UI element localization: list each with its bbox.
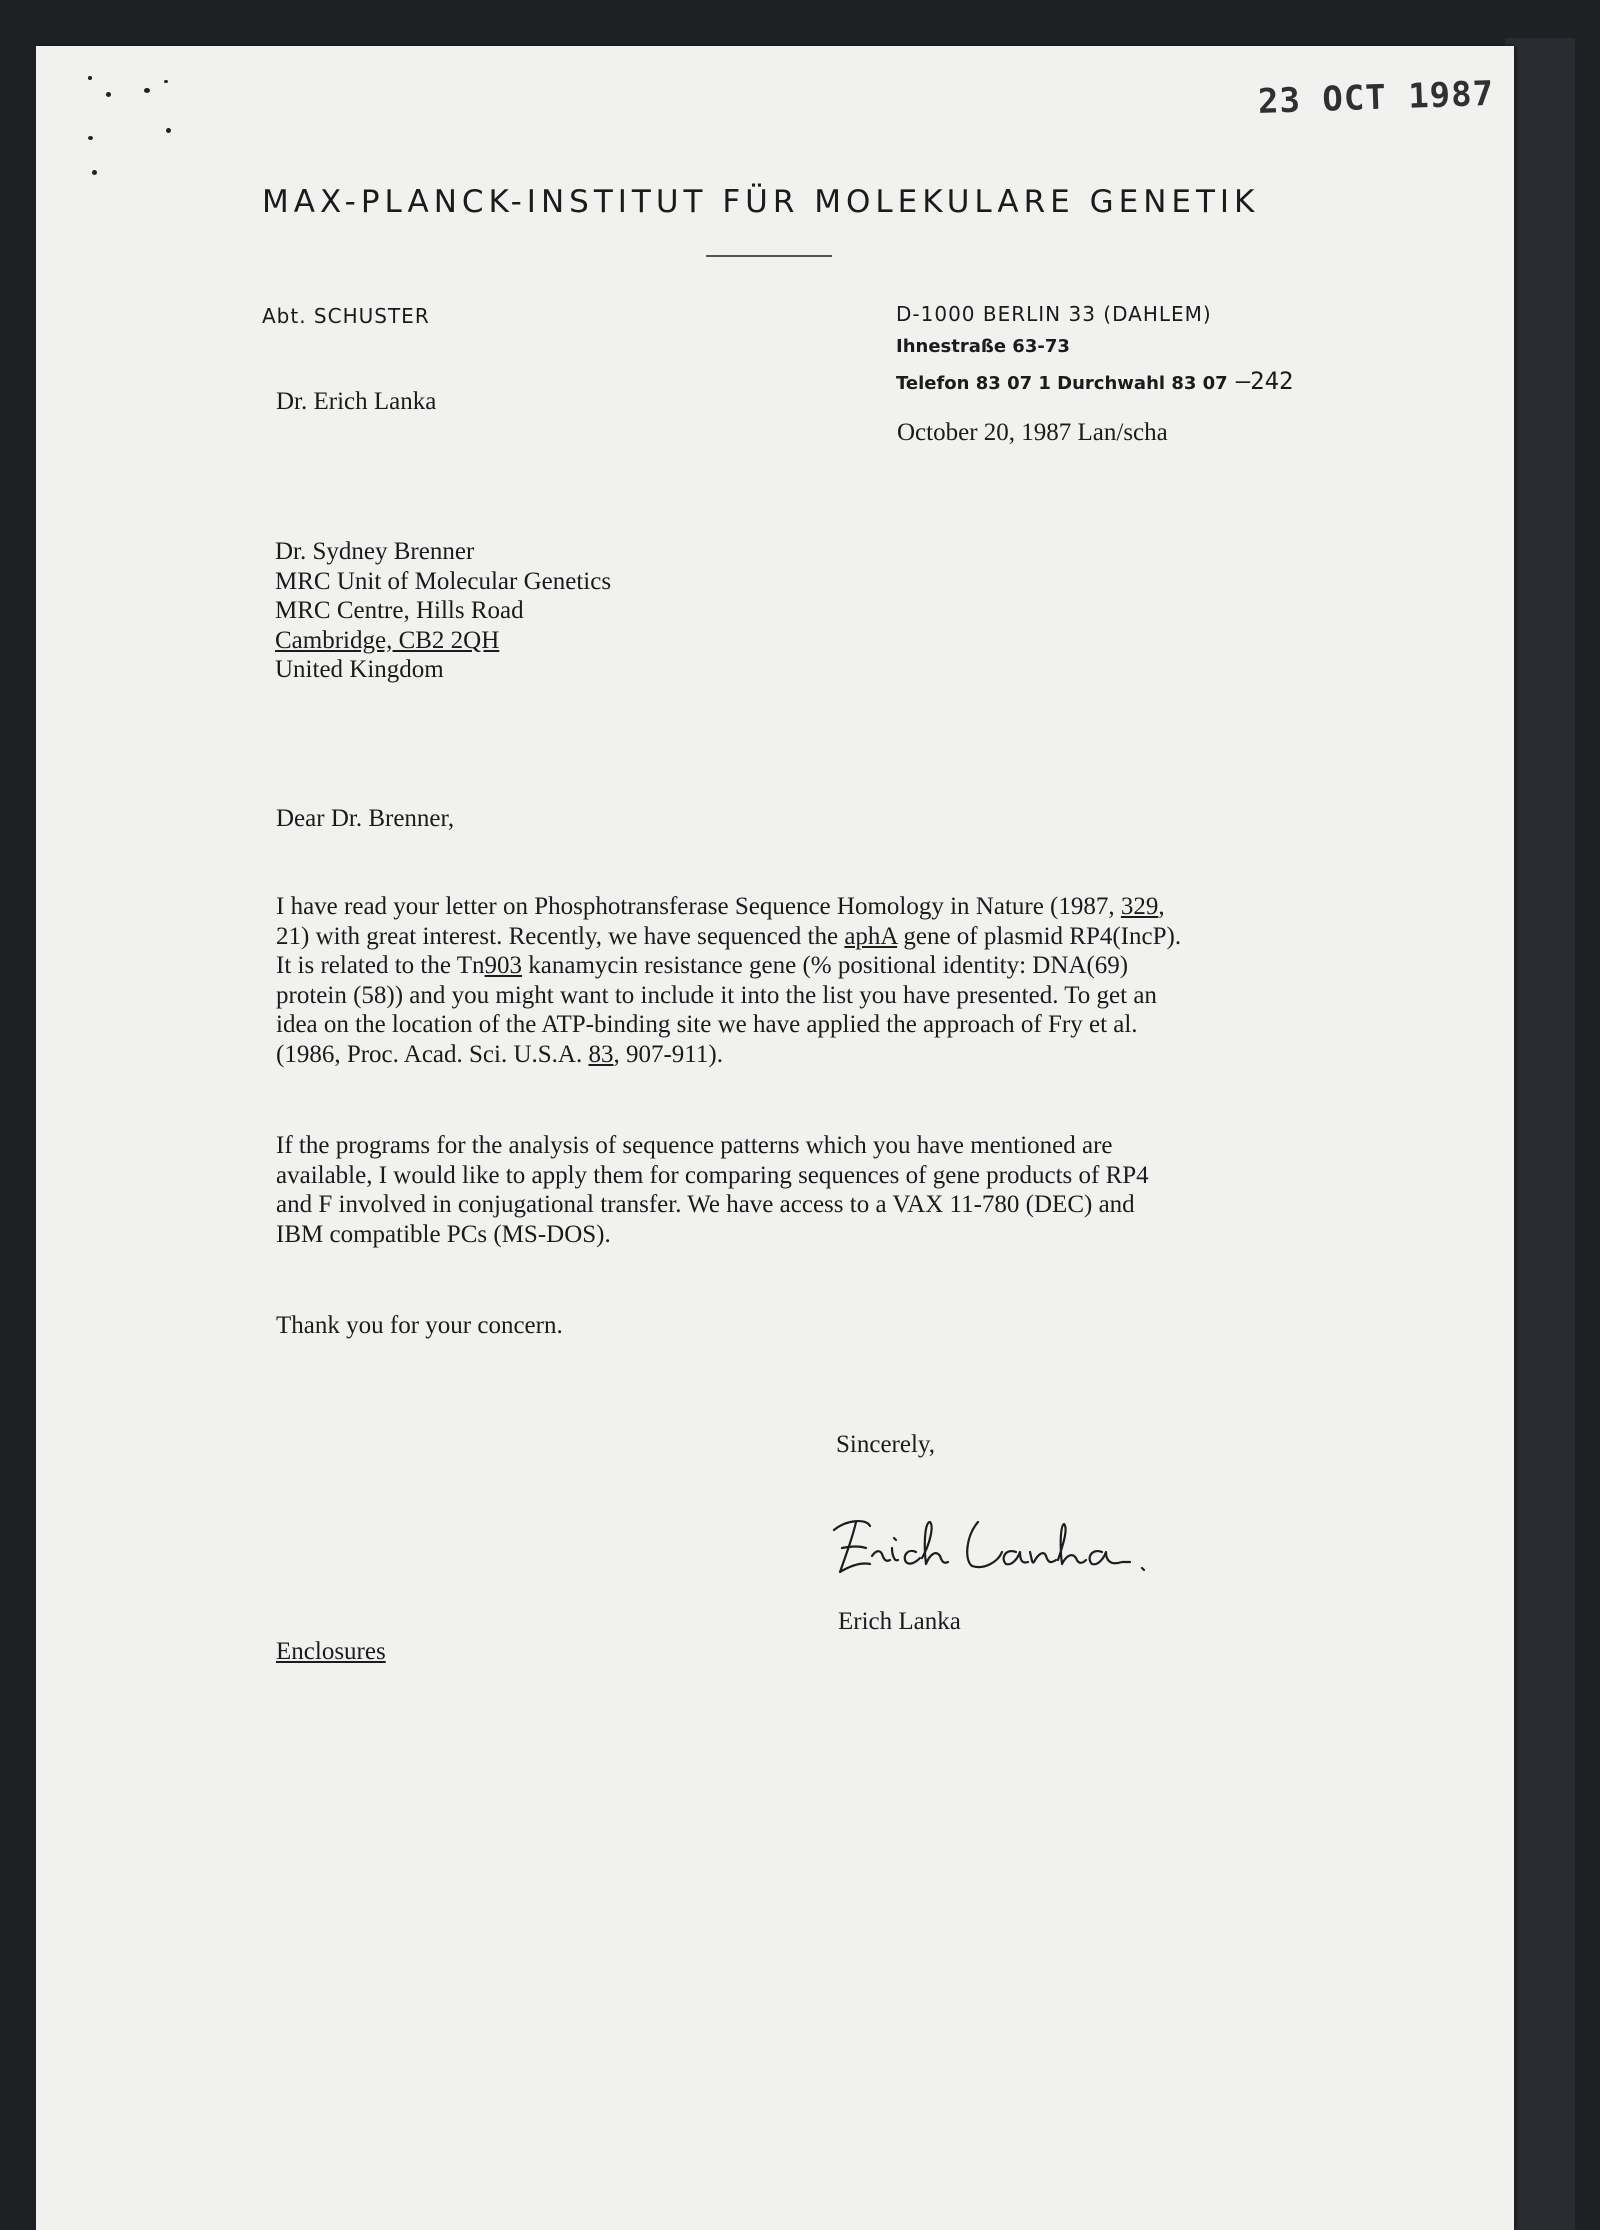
volume-number: 329: [1120, 893, 1159, 920]
heading-divider: [706, 255, 832, 257]
paragraph-line: [276, 922, 1368, 952]
department: Abt. SCHUSTER: [262, 304, 430, 328]
handwritten-signature: [826, 1500, 1156, 1590]
recipient-address: [275, 537, 611, 685]
body-paragraph-3: [276, 1311, 1368, 1341]
ink-speck: [166, 128, 171, 133]
body-paragraph-1: [276, 892, 1368, 1069]
closing: Sincerely,: [836, 1431, 936, 1458]
recipient-line: Dr. Sydney Brenner: [275, 538, 475, 565]
paragraph-line: available, I would like to apply them for comparing sequences of gene products of RP4: [276, 1161, 1149, 1189]
address-line-3: [896, 367, 1293, 395]
paragraph-line: If the programs for the analysis of sequence patterns which you have mentioned are: [276, 1132, 1113, 1159]
paragraph-line: idea on the location of the ATP-binding site we have applied the approach of Fry et al.: [276, 1011, 1138, 1038]
recipient-line: MRC Centre, Hills Road: [275, 597, 524, 624]
recipient-city-postcode: Cambridge, CB2 2QH: [275, 626, 500, 654]
ink-speck: [92, 170, 97, 175]
signer-name: Erich Lanka: [838, 1608, 961, 1635]
paragraph-line: Thank you for your concern.: [276, 1312, 563, 1339]
ink-speck: [164, 80, 168, 83]
ink-speck: [88, 76, 92, 80]
text-run: gene of plasmid RP4(IncP).: [897, 922, 1182, 950]
institute-heading: MAX-PLANCK-INSTITUT FÜR MOLEKULARE GENETIK: [262, 184, 1260, 220]
letter-date: October 20, 1987 Lan/scha: [897, 419, 1168, 446]
text-run: It is related to the Tn: [276, 952, 485, 979]
address-line-2: Ihnestraße 63-73: [896, 336, 1070, 357]
ink-speck: [88, 136, 93, 140]
paragraph-line: protein (58)) and you might want to include it into the list you have presented. To get an: [276, 981, 1157, 1009]
address-line-1: D-1000 BERLIN 33 (DAHLEM): [896, 302, 1212, 326]
recipient-line: MRC Unit of Molecular Genetics: [275, 567, 612, 595]
text-run: kanamycin resistance gene (% positional identity: DNA(69): [522, 952, 1129, 979]
recipient-line: [275, 626, 611, 656]
text-run: I have read your letter on Phosphotransferase Sequence Homology in Nature (1987,: [276, 893, 1121, 920]
text-run: (1986, Proc. Acad. Sci. U.S.A.: [276, 1040, 589, 1068]
recipient-line: United Kingdom: [275, 656, 444, 683]
telephone-extension: –242: [1235, 367, 1294, 395]
paragraph-line: [276, 1040, 1368, 1070]
ink-speck: [144, 88, 150, 93]
paragraph-line: [276, 951, 1368, 981]
gene-name: aphA: [844, 922, 898, 950]
paragraph-line: [276, 892, 1368, 922]
text-run: , 907-911).: [613, 1040, 723, 1068]
transposon-number: 903: [484, 952, 523, 979]
sender-name: Dr. Erich Lanka: [276, 388, 437, 415]
backing-board: [1505, 38, 1575, 2230]
telephone-text: Telefon 83 07 1 Durchwahl 83 07: [896, 373, 1228, 394]
ink-speck: [106, 92, 111, 97]
body-paragraph-2: [276, 1131, 1368, 1249]
text-run: 21) with great interest. Recently, we have sequenced the: [276, 922, 845, 950]
enclosures-note: Enclosures: [276, 1638, 386, 1665]
volume-number: 83: [588, 1040, 614, 1068]
paragraph-line: and F involved in conjugational transfer. We have access to a VAX 11-780 (DEC) and: [276, 1191, 1135, 1218]
paragraph-line: IBM compatible PCs (MS-DOS).: [276, 1220, 611, 1248]
received-date-stamp: 23 OCT 1987: [1257, 73, 1495, 122]
salutation: Dear Dr. Brenner,: [276, 805, 455, 832]
text-run: ,: [1158, 893, 1165, 920]
